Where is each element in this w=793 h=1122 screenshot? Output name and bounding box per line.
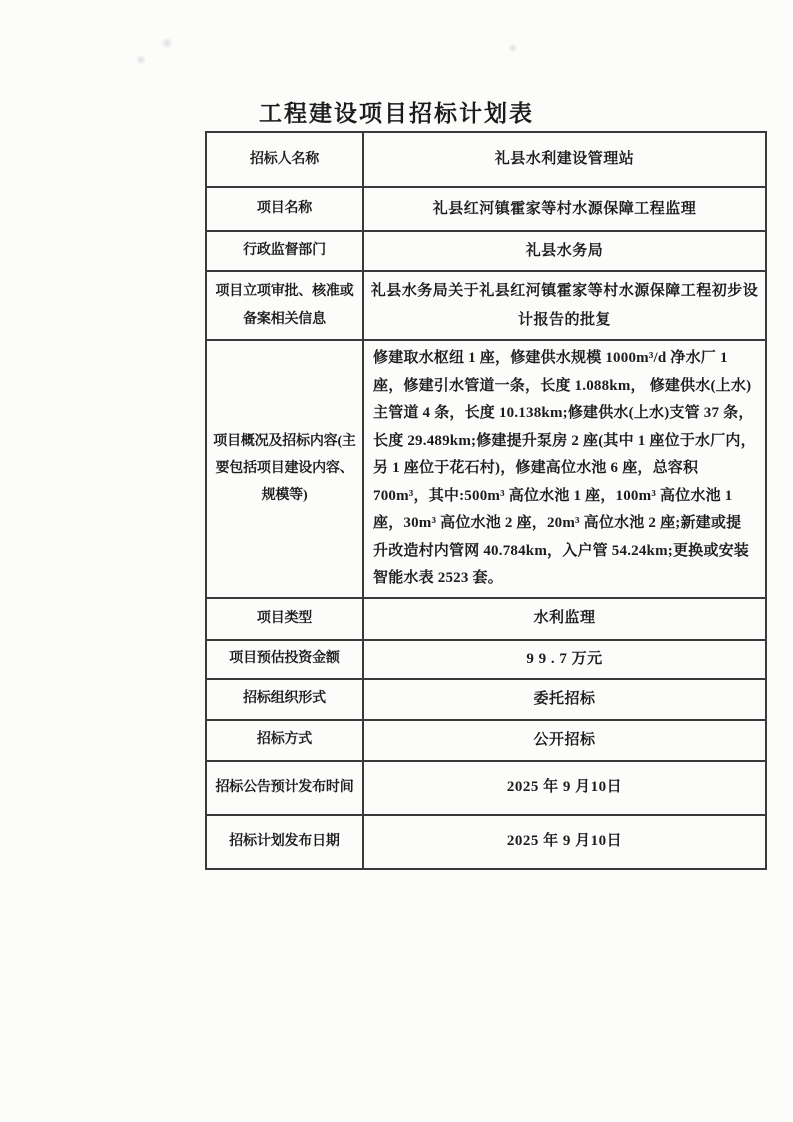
bidding-plan-table (205, 131, 767, 870)
row-value: 水利监理 (363, 598, 766, 640)
row-value: 委托招标 (363, 679, 766, 720)
scan-artifact (160, 38, 174, 48)
table-row (206, 720, 766, 761)
table-row (206, 340, 766, 598)
scan-artifact (508, 44, 518, 52)
table-row (206, 187, 766, 231)
row-label: 项目名称 (206, 187, 363, 231)
bidding-plan-table-body (206, 132, 766, 869)
row-label: 项目立项审批、核准或备案相关信息 (206, 271, 363, 340)
row-label: 行政监督部门 (206, 231, 363, 271)
row-label: 项目预估投资金额 (206, 640, 363, 679)
row-value: 礼县红河镇霍家等村水源保障工程监理 (363, 187, 766, 231)
row-value: 公开招标 (363, 720, 766, 761)
row-value: 礼县水务局 (363, 231, 766, 271)
row-label: 招标公告预计发布时间 (206, 761, 363, 815)
row-label: 招标组织形式 (206, 679, 363, 720)
row-label: 项目类型 (206, 598, 363, 640)
row-value: 2025 年 9 月10日 (363, 761, 766, 815)
table-row (206, 271, 766, 340)
row-value: 9 9 . 7 万元 (363, 640, 766, 679)
row-label: 招标方式 (206, 720, 363, 761)
row-label: 项目概况及招标内容(主要包括项目建设内容、规模等) (206, 340, 363, 598)
table-row (206, 640, 766, 679)
table-row (206, 598, 766, 640)
page-title: 工程建设项目招标计划表 (259, 101, 534, 126)
table-row (206, 815, 766, 869)
row-label: 招标计划发布日期 (206, 815, 363, 869)
table-row (206, 761, 766, 815)
table-row (206, 679, 766, 720)
row-value: 礼县水利建设管理站 (363, 132, 766, 187)
row-value: 2025 年 9 月10日 (363, 815, 766, 869)
scan-artifact (135, 55, 147, 64)
table-row (206, 231, 766, 271)
table-row (206, 132, 766, 187)
row-label: 招标人名称 (206, 132, 363, 187)
row-value: 修建取水枢纽 1 座，修建供水规模 1000m³/d 净水厂 1 座，修建引水管道一条，长度 1.088km， 修建供水(上水)主管道 4 条，长度 10.138km;修建供水(上水)支管 37 条，长度 29.489km;修建提升泵房 2 座(其中 1 座位于水厂内，另 1 座位于花石村)，修建高位水池 6 座，总容积 700m³，其中:500m³ 高位水池 1 座，100m³ 高位水池 1 座，30m³ 高位水池 2 座，20m³ 高位水池 2 座;新建或提升改造村内管网 40.784km，入户管 54.24km;更换或安装智能水表 2523 套。 (363, 340, 766, 598)
row-value: 礼县水务局关于礼县红河镇霍家等村水源保障工程初步设计报告的批复 (363, 271, 766, 340)
